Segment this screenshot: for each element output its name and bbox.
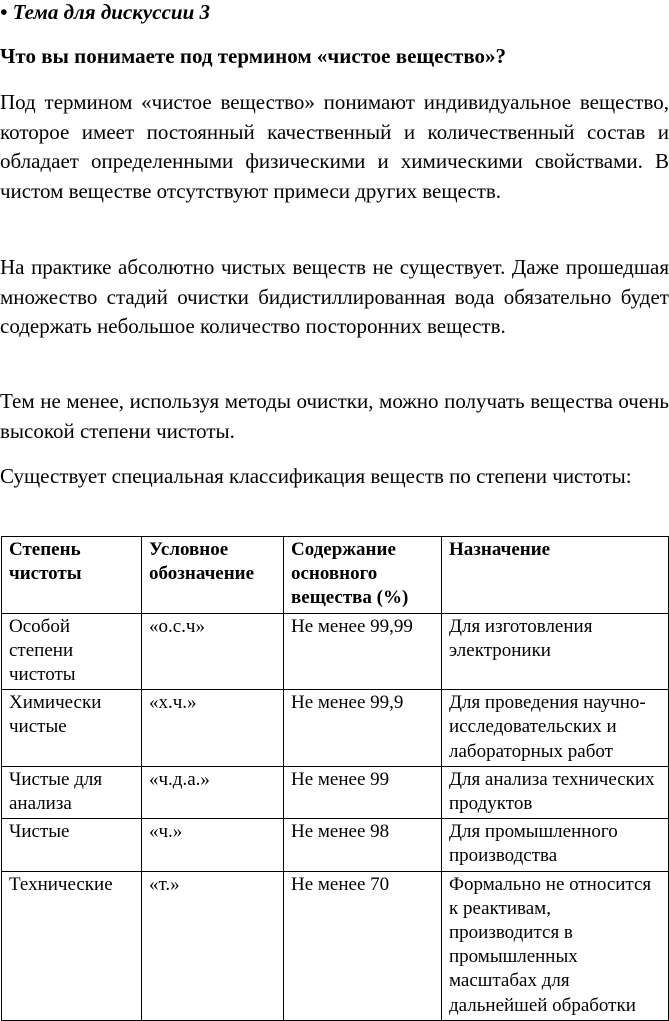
paragraph-classification-intro: Существует специальная классификация веществ по степени чистоты: [0,464,632,488]
header-purpose: Назначение [442,537,669,614]
cell-content: Не менее 99,99 [284,613,442,690]
table-header [2,537,669,614]
table-row [2,613,669,690]
cell-purpose: Формально не относится к реактивам, производится в промышленных масштабах для дальнейшей обработки [442,871,669,1020]
topic-heading: • Тема для дискуссии 3 [0,0,210,24]
cell-grade: Особой степени чистоты [2,613,142,690]
header-main-substance-content: Содержание основного вещества (%) [284,537,442,614]
cell-content: Не менее 99 [284,766,442,818]
cell-designation: «т.» [142,871,284,1020]
cell-purpose: Для изготовления электроники [442,613,669,690]
cell-designation: «ч.д.а.» [142,766,284,818]
purity-classification-table [1,536,669,1021]
cell-grade: Чистые [2,819,142,871]
cell-content: Не менее 99,9 [284,690,442,767]
cell-purpose: Для проведения научно-исследовательских и лабораторных работ [442,690,669,767]
cell-grade: Технические [2,871,142,1020]
paragraph-practice: На практике абсолютно чистых веществ не существует. Даже прошедшая множество стадий очистки бидистиллированная вода обязательно будет содержать небольшое количество посторонних веществ. [0,255,669,339]
table-row [2,766,669,818]
question-heading: Что вы понимаете под термином «чистое вещество»? [0,44,507,68]
cell-purpose: Для анализа технических продуктов [442,766,669,818]
paragraph-purification: Тем не менее, используя методы очистки, можно получать вещества очень высокой степени чистоты. [0,389,669,443]
header-purity-grade: Степень чистоты [2,537,142,614]
header-designation: Условное обозначение [142,537,284,614]
cell-designation: «ч.» [142,819,284,871]
table-header-row [2,537,669,614]
table-row [2,871,669,1020]
cell-grade: Химически чистые [2,690,142,767]
cell-content: Не менее 70 [284,871,442,1020]
cell-grade: Чистые для анализа [2,766,142,818]
table-row [2,819,669,871]
table-row [2,690,669,767]
cell-content: Не менее 98 [284,819,442,871]
table-body [2,613,669,1020]
cell-designation: «о.с.ч» [142,613,284,690]
paragraph-definition: Под термином «чистое вещество» понимают индивидуальное вещество, которое имеет постоянный качественный и количественный состав и обладает определенными физическими и химическими свойствами. В чистом веществе отсутствуют примеси других веществ. [0,90,669,203]
cell-designation: «х.ч.» [142,690,284,767]
cell-purpose: Для промышленного производства [442,819,669,871]
